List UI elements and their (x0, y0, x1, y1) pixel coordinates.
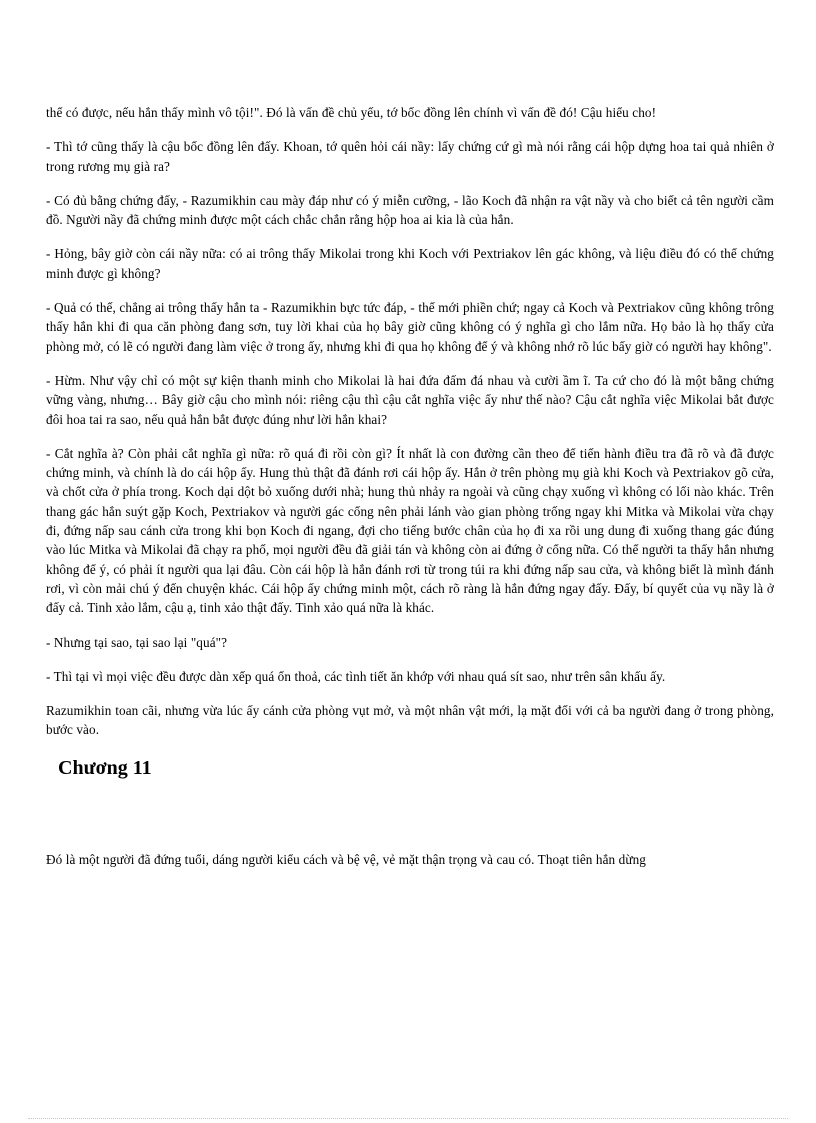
paragraph-8: - Nhưng tại sao, tại sao lại "quá"? (46, 634, 228, 650)
paragraph-5: - Quả có thế, chẳng ai trông thấy hắn ta - Razumikhin bực tức đáp, - thế mới phiền chứ; ngay cả Koch và Pextriakov cũng không trông thấy hắn khi đi qua căn phòng đang sơn, tuy lời khai của họ bây giờ cũng không có ý nghĩa gì cho lắm nữa. Họ bảo là họ thấy cửa phòng mở, có lẽ có người đang làm việc ở trong ấy, nhưng khi đi qua họ không để ý và không nhớ rõ lúc bấy giờ có người hay không". (46, 300, 774, 354)
paragraph-3: - Có đủ bằng chứng đấy, - Razumikhin cau mày đáp như có ý miễn cưỡng, - lão Koch đã nhận ra vật nầy và cho biết cả tên người cầm đồ. Người nầy đã chứng minh được một cách chắc chắn rằng hộp hoa ai kia là của hắn. (46, 192, 774, 228)
document-page (46, 103, 774, 884)
paragraph-10: Razumikhin toan cãi, nhưng vừa lúc ấy cánh cửa phòng vụt mở, và một nhân vật mới, lạ mặt đối với cả ba người đang ở trong phòng, bước vào. (46, 703, 774, 738)
page-bottom-divider (28, 1118, 788, 1119)
paragraph-9: - Thì tại vì mọi việc đều được dàn xếp quá ổn thoả, các tình tiết ăn khớp với nhau quá sít sao, như trên sân khấu ấy. (46, 668, 666, 684)
chapter-title: Chương 11 (58, 756, 152, 779)
paragraph-4: - Hỏng, bây giờ còn cái nầy nữa: có ai trông thấy Mikolai trong khi Koch với Pextriakov lên gác không, và liệu điều đó có thể chứng minh được gì không? (46, 246, 774, 281)
paragraph-6: - Hừm. Như vậy chỉ có một sự kiện thanh minh cho Mikolai là hai đứa đấm đá nhau và cười ầm ĩ. Ta cứ cho đó là một bằng chứng vững vàng, nhưng… Bây giờ cậu cho mình nói: riêng cậu thì cậu cắt nghĩa việc ấy như thế nào? Cậu cắt nghĩa việc Mikolai bắt được đôi hoa tai ra sao, nếu quả hắn bắt được đúng như lời hắn khai? (46, 372, 774, 427)
paragraph-2: - Thì tớ cũng thấy là cậu bốc đồng lên đấy. Khoan, tớ quên hỏi cái nầy: lấy chứng cứ gì mà nói rằng cái hộp dựng hoa tai quả nhiên ở trong rương mụ già ra? (46, 139, 774, 174)
paragraph-1: thể có được, nếu hắn thấy mình vô tội!". Đó là vấn đề chủ yếu, tớ bốc đồng lên chính vì vấn đề đó! Cậu hiểu cho! (46, 105, 657, 120)
paragraph-7: - Cắt nghĩa à? Còn phải cắt nghĩa gì nữa: rõ quá đi rồi còn gì? Ít nhất là con đường cần theo để tiến hành điều tra đã rõ và đã được chứng minh, và chính là do cái hộp ấy. Hung thủ thật đã đánh rơi cái hộp ấy. Hắn ở trên phòng mụ già khi Koch và Pextriakov gõ cửa, và chốt cửa ở phía trong. Koch dại dột bỏ xuống dưới nhà; hung thủ nhảy ra ngoài và cũng chạy xuống vì không có lối nào khác. Trên thang gác hắn suýt gặp Koch, Pextriakov và người gác cổng nên phải lánh vào gian phòng trống ngay khi Mitka và Mikolai vừa chạy đi, đứng nấp sau cánh cửa trong khi bọn Koch đi ngang, đợi cho tiếng bước chân của họ đi xa rồi ung dung đi xuống thang gác đúng vào lúc Mitka và Mikolai đã chạy ra phố, mọi người đều đã giải tán và không còn ai đứng ở cổng nữa. Có thể người ta thấy hắn nhưng không để ý, có phải ít người qua lại đâu. Còn cái hộp là hắn đánh rơi từ trong túi ra khi đứng nấp sau cửa, và không biết là mình đánh rơi, vì còn mải chú ý đến chuyện khác. Cái hộp ấy chứng minh một, cách rõ ràng là hắn đứng ngay đấy. Đấy, bí quyết của vụ nầy là ở đấy cả. Tinh xảo lắm, cậu ạ, tinh xảo thật đấy. Tinh xảo quá nữa là khác. (46, 445, 774, 616)
chapter-first-paragraph: Đó là một người đã đứng tuổi, dáng người kiểu cách và bệ vệ, vẻ mặt thận trọng và cau có. Thoạt tiên hắn dừng (46, 851, 646, 867)
